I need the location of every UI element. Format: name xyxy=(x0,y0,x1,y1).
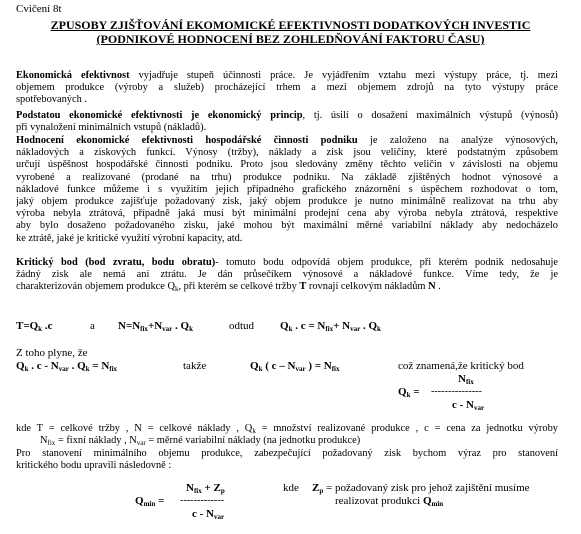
fraction-numerator: $N_{fix}$ xyxy=(458,373,474,386)
equation-equality: $Q_k$ . $c = N_{fix}+ N_{var}$ . $Q_k$ xyxy=(280,320,381,333)
qmin-denominator: c - $N_{var}$ xyxy=(192,508,225,521)
p1-line2: objemem produkce (výroby a služeb) procházející trhem a mezi objemem zdrojů na tyto výstupy práce xyxy=(16,82,558,94)
text-coz: což znamená,že kritický bod xyxy=(398,360,524,372)
fraction-denominator: c - $N_{var}$ xyxy=(452,399,485,412)
p3-line: výroba nebyla ztrátová, případně jaká musí být minimální prodejní cena aby výroba nebyla ztrátová, respektive xyxy=(16,208,558,220)
qmin-label: $Q_{min}$ = xyxy=(135,495,165,508)
p3-line: aby bylo dosaženo požadovaného zisku, jaké mohou být maximální měrné variabilní náklady aby nedocházelo xyxy=(16,220,558,232)
p3-line: vyrobené a realizované (prodané na trhu) produkce podniku. Na základě zjištěných hodnot výnosové a xyxy=(16,171,558,183)
equation-costs: $N=N_{fix}+N_{var}$ . $Q_k$ xyxy=(118,320,193,333)
legend-block: kde T = celkové tržby , N = celkové náklady , $Q_k$ = množství realizované produkce , c = cena za jednotku výroby xyxy=(16,423,558,435)
term-evaluation: Hodnocení ekonomické efektivnosti hospodářské činnosti podniku xyxy=(16,135,358,146)
paragraph-breakeven xyxy=(16,257,558,294)
paragraph-efficiency xyxy=(16,70,558,107)
word-odtud: odtud xyxy=(229,320,255,332)
fraction-bar: --------------- xyxy=(431,386,482,397)
exercise-label: Cvičení 8t xyxy=(16,3,62,15)
text-ztoho: Z toho plyne, že xyxy=(16,347,88,359)
term-principle: Podstatou ekonomické efektivnosti je ekonomický princip xyxy=(16,110,303,121)
p2-line1: , tj. úsilí o dosažení maximálních výstupů (výnosů) xyxy=(302,110,558,121)
term-efficiency: Ekonomická efektivnost xyxy=(16,70,130,81)
p4-line3: charakterizován objemem produkce $Q_k$, při kterém se celkové tržby T rovnají celkovým nákladům N . xyxy=(16,281,441,294)
p3-line: jaký objem produkce zajišťuje požadovaný zisk, jaký objem produkce je nutno minimálně realizovat na trhu aby xyxy=(16,195,558,207)
p1-line3: spotřebovaných . xyxy=(16,94,87,106)
title-line-1: ZPUSOBY ZJIŠŤOVÁNÍ EKOMOMICKÉ EFEKTIVNOSTI DODATKOVÝCH INVESTIC xyxy=(50,18,531,32)
p3-line: nákladové funkce můžeme i s využitím jejich případného grafického znázornění s úspěchem rozhodovat o tom, xyxy=(16,183,558,195)
title-line-2: (PODNIKOVÉ HODNOCENÍ BEZ ZOHLEDŇOVÁNÍ FAKTORU ČASU) xyxy=(96,32,485,46)
legend-line3: Pro stanovení minimálního objemu produkce, zabezpečující požadovaný zisk bychom výraz pro stanovení xyxy=(16,448,558,459)
legend-line2: $N_{fix}$ = fixní náklady , $N_{var}$ = měrné variabilní náklady (na jednotku produkce) xyxy=(40,435,361,447)
term-breakeven: Kritický bod (bod zvratu, bodu obratu) xyxy=(16,257,216,268)
word-kde: kde xyxy=(283,482,299,494)
p4-line1: - tomuto bodu odpovídá objem produkce, při kterém podnik nedosahuje xyxy=(215,257,558,268)
p2-line2: při vynaložení minimálních vstupů (nákladů). xyxy=(16,122,207,134)
qmin-bar: ------------- xyxy=(180,495,225,506)
zp-description: $Z_p$ = požadovaný zisk pro jehož zajištění musíme xyxy=(312,482,530,495)
word-a: a xyxy=(90,320,95,332)
p1-line1: vyjadřuje stupeň účinnosti práce. Je vyjádřením vztahu mezi výstupy práce, tj. mezi xyxy=(129,70,558,81)
word-takze: takže xyxy=(183,360,207,372)
legend-line4: kritického bodu upravili následovně : xyxy=(16,460,172,472)
p3-line: určují úspěšnost hospodářské činnosti podniku. Proto jsou sledovány změny těchto veličin v závislosti na objemu xyxy=(16,159,558,171)
legend-continuation xyxy=(16,448,558,472)
p3-line: nákladových a ziskových funkcí. Výnosy (tržby), náklady a zisk jsou veličiny, které podstatným způsobem xyxy=(16,147,558,159)
zp-description-2: realizovat produkci $Q_{min}$ xyxy=(335,495,444,508)
p3-line: ke ztrátě, jaké je kritické využití výrobní kapacity, atd. xyxy=(16,232,243,244)
fraction-qk: $Q_k$ = xyxy=(398,386,420,399)
p4-line2: žádný zisk ale nemá ani ztrátu. Je dán průsečíkem výnosové a nákladové funkce. Víme tedy, že je xyxy=(16,269,558,281)
qmin-numerator: $N_{fix} + Z_p$ xyxy=(186,482,225,495)
equation-derivation-2: $Q_k$ ( c – $N_{var}$ ) = $N_{fix}$ xyxy=(250,360,340,373)
equation-revenue: $T=Q_k$ .c xyxy=(16,320,53,333)
equation-derivation-1: $Q_k$ . c - $N_{var}$ . $Q_k = N_{fix}$ xyxy=(16,360,118,373)
paragraph-principle xyxy=(16,110,558,134)
paragraph-evaluation xyxy=(16,135,558,245)
p3-line1: je založeno na analýze výnosových, xyxy=(357,135,558,146)
